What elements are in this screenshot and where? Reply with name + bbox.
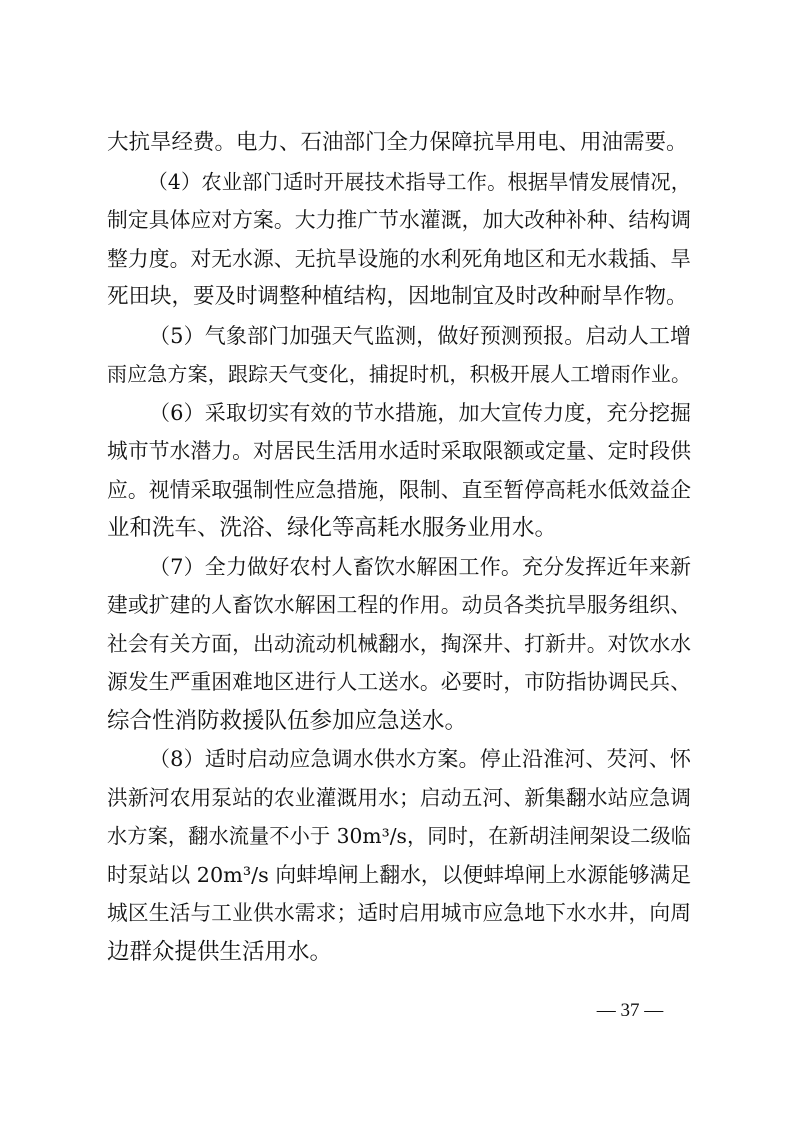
text-line: 业和洗车、洗浴、绿化等高耗水服务业用水。 bbox=[107, 515, 558, 541]
text-line: 死田块，要及时调整种植结构，因地制宜及时改种耐旱作物。 bbox=[107, 284, 688, 309]
text-line: 洪新河农用泵站的农业灌溉用水；启动五河、新集翻水站应急调 bbox=[107, 785, 691, 810]
text-line: （5）气象部门加强天气监测，做好预测预报。启动人工增 bbox=[149, 323, 691, 348]
text-line: 大抗旱经费。电力、石油部门全力保障抗旱用电、用油需要。 bbox=[107, 130, 688, 155]
text-line: 制定具体应对方案。大力推广节水灌溉，加大改种补种、结构调 bbox=[107, 208, 691, 232]
text-line: 整力度。对无水源、无抗旱设施的水利死角地区和无水栽插、旱 bbox=[107, 246, 691, 271]
text-line: 城区生活与工业供水需求；适时启用城市应急地下水水井，向周 bbox=[107, 901, 691, 925]
text-line: （4）农业部门适时开展技术指导工作。根据旱情发展情况， bbox=[147, 169, 691, 194]
body-text bbox=[107, 124, 691, 971]
text-line: （8）适时启动应急调水供水方案。停止沿淮河、芡河、怀 bbox=[149, 747, 691, 771]
text-line: 应。视情采取强制性应急措施，限制、直至暂停高耗水低效益企 bbox=[107, 477, 691, 502]
text-line: 水方案，翻水流量不小于 30m³/s，同时，在新胡洼闸架设二级临 bbox=[107, 824, 691, 848]
text-line: （7）全力做好农村人畜饮水解困工作。充分发挥近年来新 bbox=[149, 554, 691, 579]
text-line: 建或扩建的人畜饮水解困工程的作用。动员各类抗旱服务组织、 bbox=[107, 593, 691, 617]
text-line: 社会有关方面，出动流动机械翻水，掏深井、打新井。对饮水水 bbox=[107, 631, 691, 656]
page-number: — 37 — bbox=[596, 1000, 664, 1021]
text-line: （6）采取切实有效的节水措施，加大宣传力度，充分挖掘 bbox=[149, 400, 691, 425]
text-line: 时泵站以 20m³/s 向蚌埠闸上翻水，以便蚌埠闸上水源能够满足 bbox=[107, 862, 691, 887]
text-line: 城市节水潜力。对居民生活用水适时采取限额或定量、定时段供 bbox=[107, 439, 691, 463]
text-line: 雨应急方案，跟踪天气变化，捕捉时机，积极开展人工增雨作业。 bbox=[107, 362, 691, 386]
text-line: 边群众提供生活用水。 bbox=[107, 938, 333, 965]
text-line: 源发生严重困难地区进行人工送水。必要时，市防指协调民兵、 bbox=[107, 670, 691, 694]
text-line: 综合性消防救援队伍参加应急送水。 bbox=[107, 707, 468, 734]
